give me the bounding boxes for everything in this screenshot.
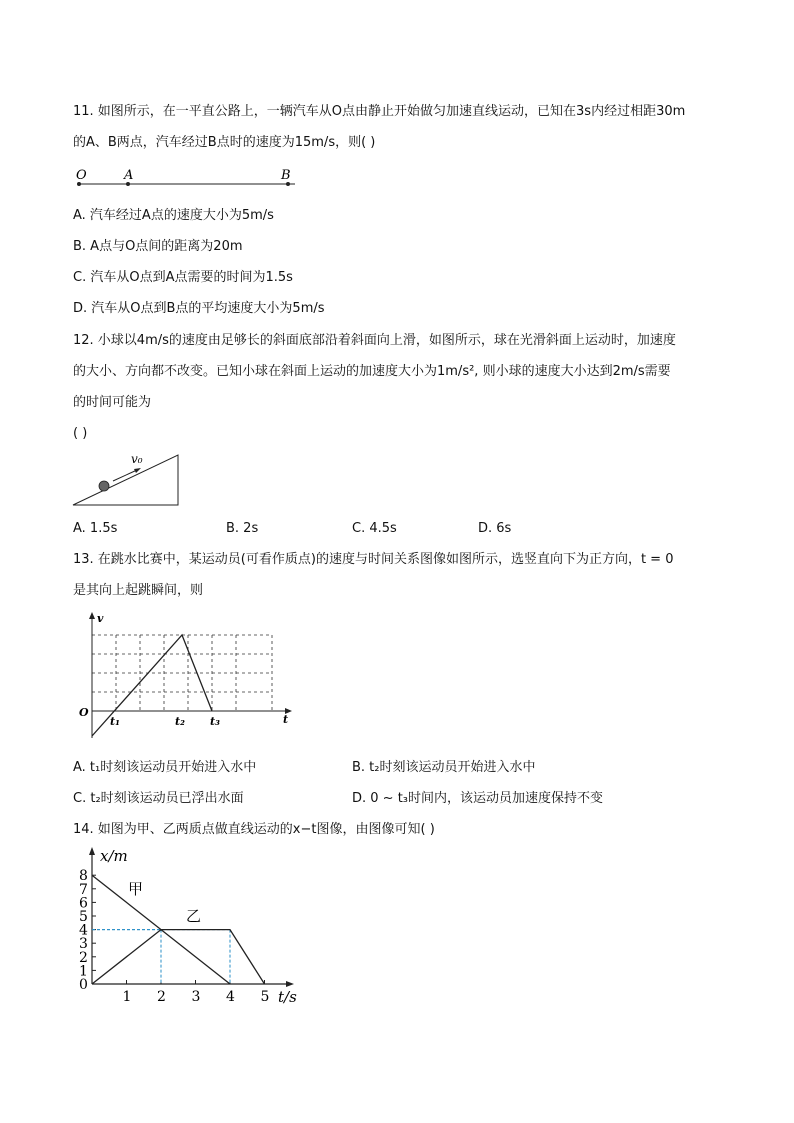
q14-y-tick-label: 5	[79, 909, 88, 925]
q13-label-t3: t₃	[210, 715, 220, 728]
q12-option-b: B. 2s	[226, 521, 259, 536]
q14-y-tick-label: 8	[79, 868, 88, 885]
q11-option-d: D. 汽车从O点到B点的平均速度大小为5m/s	[73, 301, 325, 316]
q14-x-tick-label: 1	[122, 989, 132, 1005]
q14-y-tick-label: 3	[79, 936, 88, 953]
q14-y-tick-label: 1	[79, 963, 88, 980]
q14-series-yi-label: 乙	[186, 907, 202, 925]
q12-option-c: C. 4.5s	[352, 521, 397, 536]
q13-label-v: v	[97, 612, 104, 625]
q13-label-t1: t₁	[110, 715, 120, 728]
q11-label-a: A	[124, 168, 134, 183]
q14-x-axis-arrow	[286, 981, 294, 987]
q12-stem-line3: 的时间可能为	[73, 395, 152, 410]
q14-ylabel: x/m	[100, 847, 128, 865]
q11-label-o: O	[76, 168, 87, 183]
q13-vt-graph	[78, 610, 298, 745]
q11-option-b: B. A点与O点间的距离为20m	[73, 239, 243, 254]
q11-option-c: C. 汽车从O点到A点需要的时间为1.5s	[73, 270, 293, 285]
q12-label-v0: v₀	[131, 452, 143, 466]
q14-y-tick-label: 6	[79, 895, 88, 912]
q13-option-b: B. t₂时刻该运动员开始进入水中	[352, 760, 536, 775]
q12-stem-line1: 12. 小球以4m/s的速度由足够长的斜面底部沿着斜面向上滑，如图所示，球在光滑斜面上运动时，加速度	[73, 333, 676, 348]
q13-label-t: t	[283, 713, 289, 726]
q14-x-tick-label: 4	[226, 989, 235, 1005]
q14-xt-chart	[73, 843, 313, 1013]
q14-y-axis-arrow	[89, 847, 95, 855]
q14-x-tick-label: 3	[191, 989, 201, 1005]
q12-stem-line4: ( )	[73, 426, 88, 441]
q14-x-tick-label: 2	[157, 989, 166, 1005]
q14-y-tick-label: 2	[79, 949, 88, 966]
q11-road-figure	[73, 166, 303, 192]
q13-label-o: O	[79, 706, 89, 719]
q12-option-d: D. 6s	[478, 521, 512, 536]
q11-stem-line2: 的A、B两点，汽车经过B点时的速度为15m/s，则( )	[73, 135, 376, 150]
q12-stem-line2: 的大小、方向都不改变。已知小球在斜面上运动的加速度大小为1m/s², 则小球的速度大小达到2m/s需要	[73, 364, 671, 379]
q14-x-tick-label: 5	[260, 989, 270, 1005]
q11-label-b: B	[281, 168, 291, 183]
q13-label-t2: t₂	[175, 715, 185, 728]
q11-option-a: A. 汽车经过A点的速度大小为5m/s	[73, 208, 274, 223]
q14-series-jia-label: 甲	[128, 880, 144, 898]
q14-y-tick-label: 7	[79, 881, 88, 898]
q13-option-c: C. t₂时刻该运动员已浮出水面	[73, 791, 244, 806]
q13-stem-line1: 13. 在跳水比赛中，某运动员(可看作质点)的速度与时间关系图像如图所示，选竖直向下为正方向，t = 0	[73, 552, 674, 567]
q12-option-a: A. 1.5s	[73, 521, 118, 536]
q13-option-a: A. t₁时刻该运动员开始进入水中	[73, 760, 257, 775]
q13-stem-line2: 是其向上起跳瞬间，则	[73, 583, 204, 598]
q12-slope-figure	[73, 453, 183, 509]
q11-stem-line1: 11. 如图所示，在一平直公路上，一辆汽车从O点由静止开始做匀加速直线运动，已知在3s内经过相距30m	[73, 104, 686, 119]
q14-xlabel: t/s	[278, 988, 297, 1006]
q14-y-tick-label: 0	[79, 977, 88, 993]
q14-stem-line1: 14. 如图为甲、乙两质点做直线运动的x−t图像，由图像可知( )	[73, 822, 435, 837]
q14-series-line-1	[92, 930, 265, 984]
q14-y-tick-label: 4	[79, 922, 88, 939]
q13-option-d: D. 0 ~ t₃时间内，该运动员加速度保持不变	[352, 791, 604, 806]
